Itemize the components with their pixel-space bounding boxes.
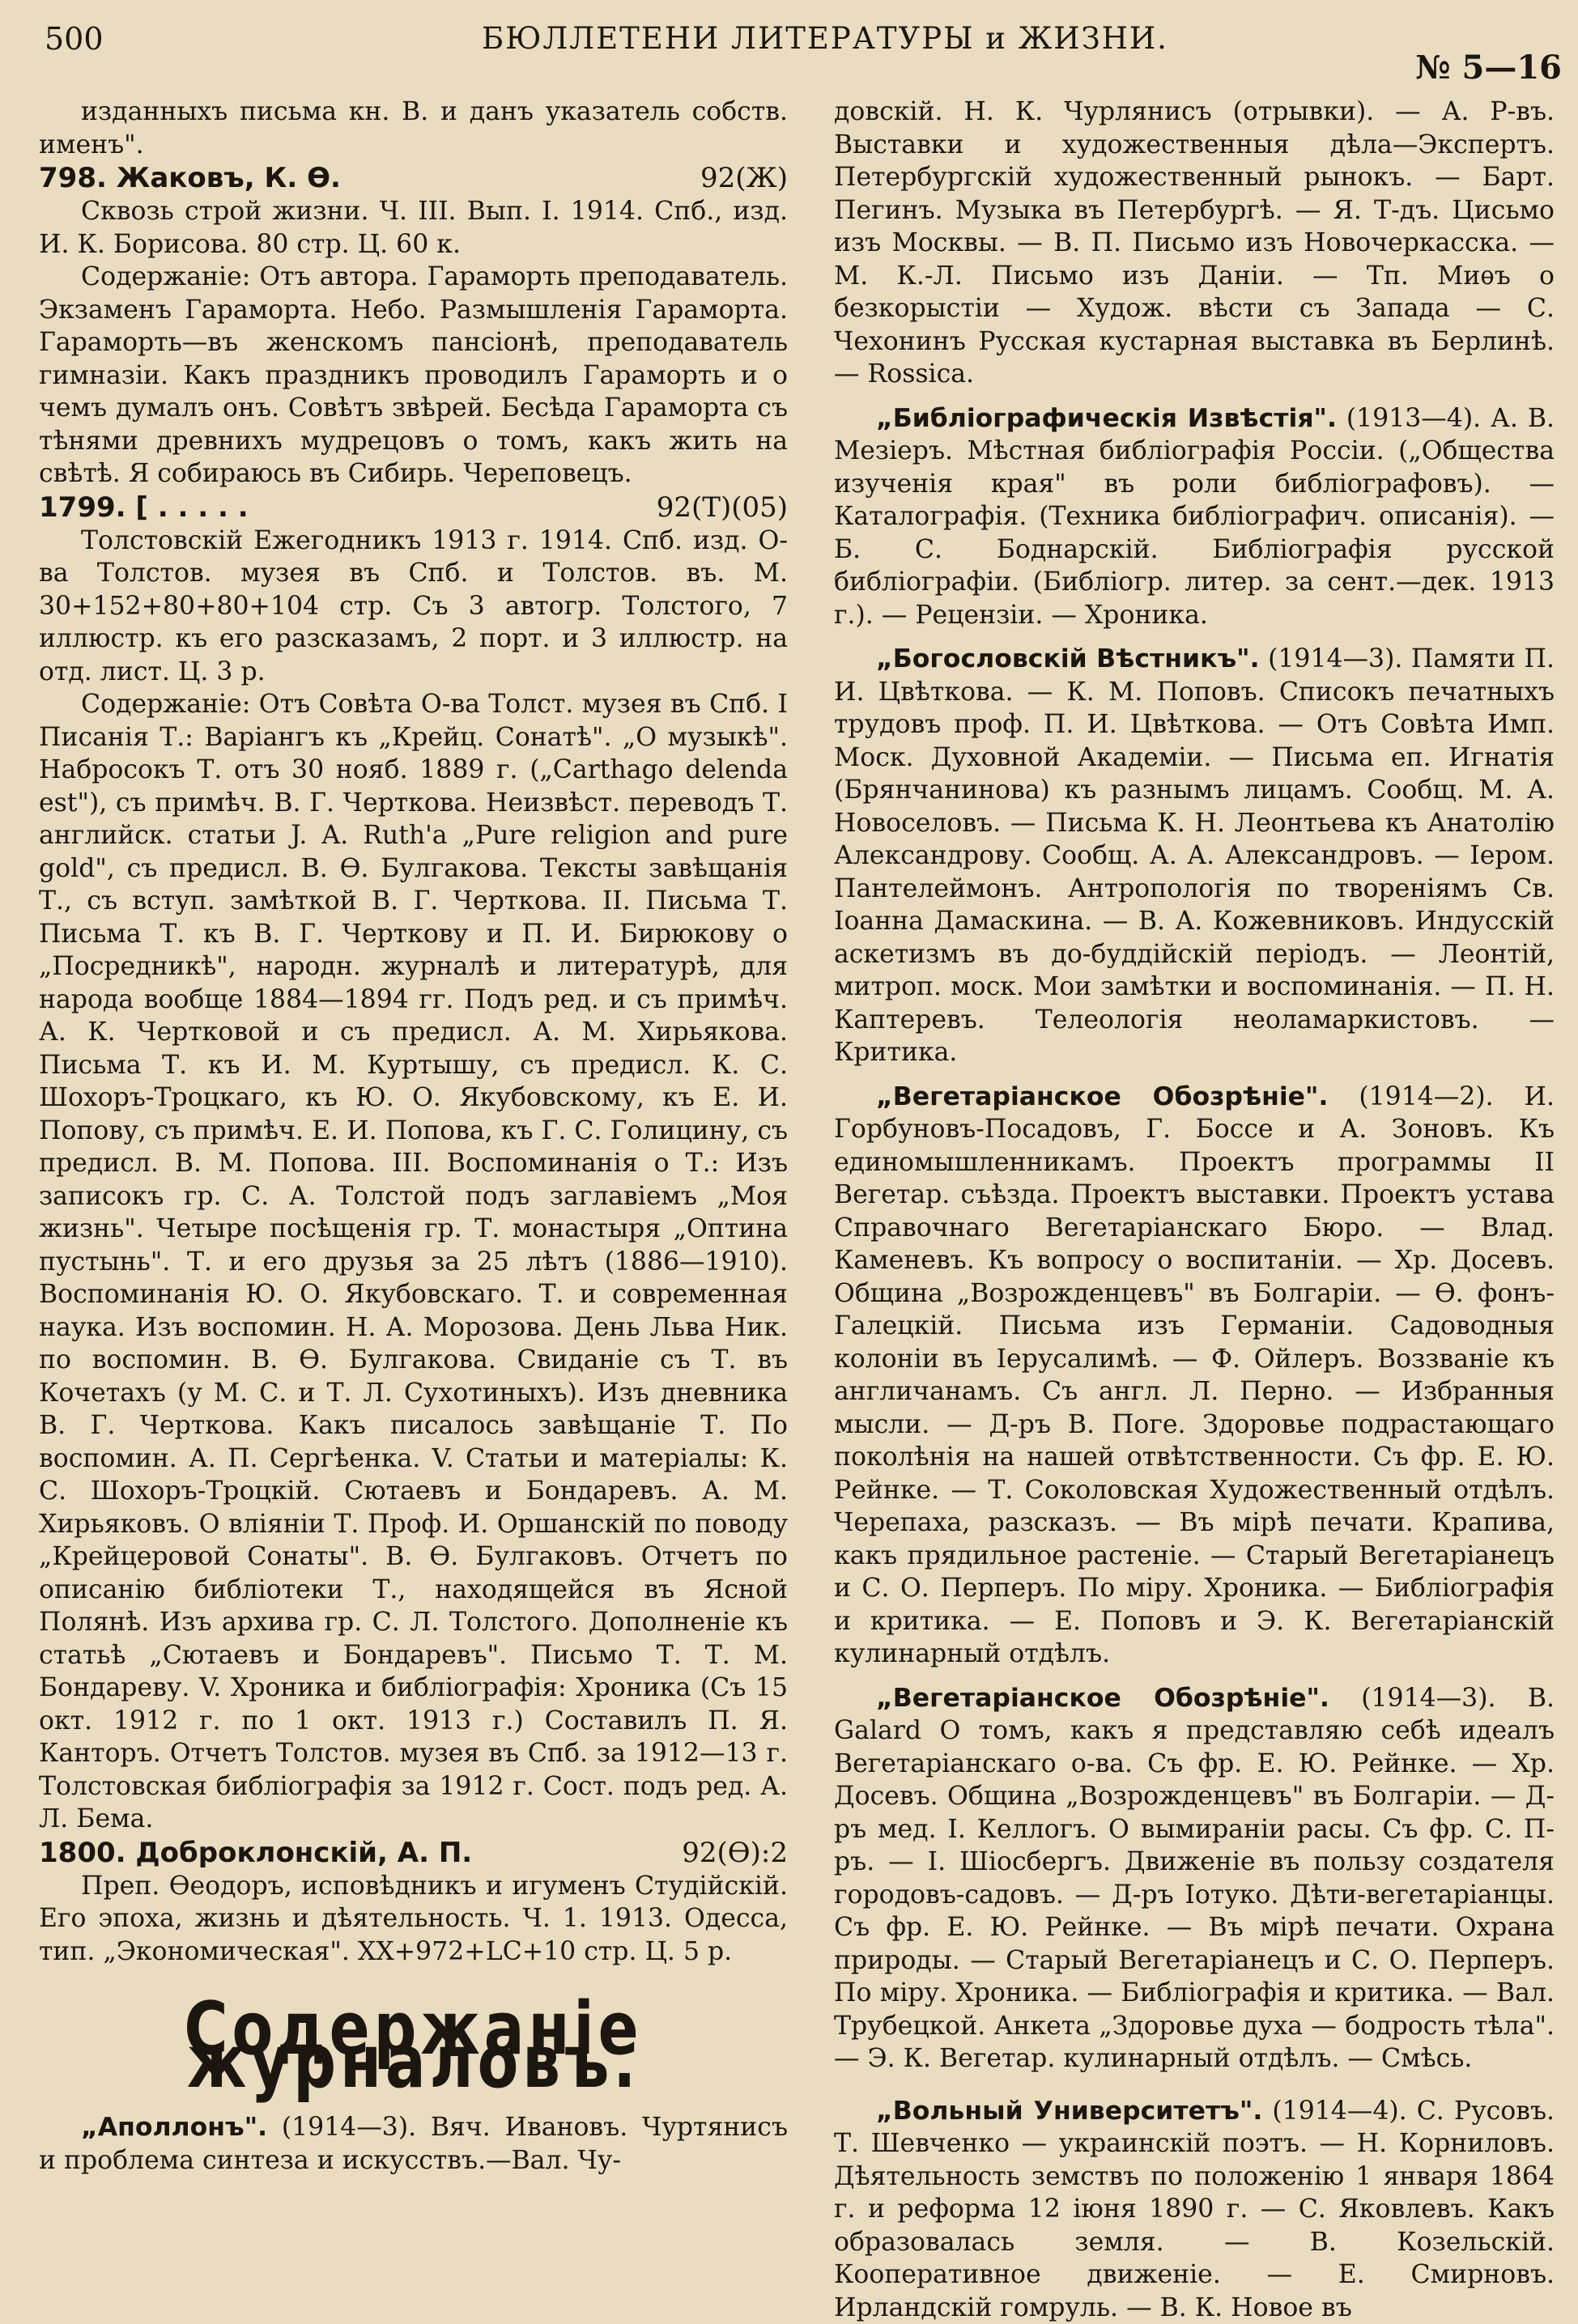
journal-bibliographic-news: [834, 402, 1555, 632]
entry-classification: 92(Ж): [700, 161, 788, 195]
right-column: [834, 96, 1555, 2324]
page-number: 500: [45, 21, 104, 57]
entry-1799-body: Толстовскiй Ежегодникъ 1913 г. 1914. Спб. изд. О-ва Толстов. музея въ Спб. и Толстов. въ. М. 30+152+80+80+104 стр. Съ 3 автогр. Толстого, 7 иллюстр. къ его разсказамъ, 2 порт. и 3 иллюстр. на отд. лист. Ц. 3 р.: [39, 525, 788, 689]
entry-classification: 92(Ѳ):2: [682, 1836, 788, 1870]
journal-vegetarian-review-2: [834, 1081, 1555, 1671]
entry-798-heading: [39, 161, 788, 195]
entry-number: 1799.: [39, 491, 126, 524]
journal-title: „Вегетарiанское Обозрѣнiе".: [876, 1684, 1329, 1713]
journal-contents: (1914—3). В. Galard О томъ, какъ я представляю себѣ идеалъ Вегетарiанскаго о-ва. Съ фр. Е. Ю. Рейнке. — Хр. Досевъ. Община „Возрожденцевъ" въ Болгарiи. — Д-ръ мед. I. Келлогъ. О вымиранiи расы. Съ фр. С. П-ръ. — I. Шiосбергъ. Движенiе въ пользу создателя городовъ-садовъ. — Д-ръ Iотуко. Дѣти-вегетарiанцы. Съ фр. Е. Ю. Рейнке. — Въ мiрѣ печати. Охрана природы. — Старый Вегетарiанецъ и С. О. Перперъ. По мiру. Хроника. — Библiографiя и критика. — Вал. Трубецкой. Анкета „Здоровье духа — бодрость тѣла". — Э. К. Вегетар. кулинарный отдѣлъ. — Смѣсь.: [834, 1684, 1555, 2074]
section-title: Содержанiе журналовъ.: [106, 2013, 721, 2079]
journal-vegetarian-review-3: [834, 1682, 1555, 2075]
journal-contents: (1914—2). И. Горбуновъ-Посадовъ, Г. Боссе и А. Зоновъ. Къ единомышленникамъ. Проектъ программы II Вегетар. съѣзда. Проектъ выставки. Проектъ устава Справочнаго Вегетарiанскаго Бюро. — Влад. Каменевъ. Къ вопросу о воспитанiи. — Хр. Досевъ. Община „Возрожденцевъ" въ Болгарiи. — Ѳ. фонъ-Галецкiй. Письма изъ Германiи. Садоводныя колонiи въ Iерусалимѣ. — Ф. Ойлеръ. Воззванiе къ англичанамъ. Съ англ. Л. Перно. — Избранныя мысли. — Д-ръ В. Поге. Здоровье подрастающаго поколѣнiя на нашей отвѣтственности. Съ фр. Е. Ю. Рейнке. — Т. Соколовская Художественный отдѣлъ. Черепаха, разсказъ. — Въ мiрѣ печати. Крапива, какъ прядильное растенiе. — Старый Вегетарiанецъ и С. О. Перперъ. По мiру. Хроника. — Библiографiя и критика. — Е. Поповъ и Э. К. Вегетарiанскiй кулинарный отдѣлъ.: [834, 1082, 1555, 1669]
entry-author: Жаковъ, К. Ѳ.: [117, 162, 341, 194]
journal-contents: (1913—4). А. В. Мезiеръ. Мѣстная библiографiя Россiи. („Общества изученiя края" въ роли библiографовъ). — Каталографiя. (Техника библiографич. описанiя). — Б. С. Боднарскiй. Библiографiя русской библiографiи. (Библiогр. литер. за сент.—дек. 1913 г.). — Рецензiи. — Хроника.: [834, 404, 1555, 630]
journal-theological-herald: [834, 643, 1555, 1069]
entry-author: Доброклонскiй, А. П.: [135, 1837, 472, 1869]
journal-contents: (1914—4). С. Русовъ. Т. Шевченко — украинскiй поэтъ. — Н. Корниловъ. Дѣятельность земствъ по положенiю 1 января 1864 г. и реформа 12 iюня 1890 г. — С. Яковлевъ. Какъ образовалась земля. — В. Козельскiй. Кооперативное движенiе. — Е. Смирновъ. Ирландскiй гомруль. — В. К. Новое въ: [834, 2097, 1555, 2322]
entry-number: 1800.: [39, 1837, 126, 1869]
entry-number: 798.: [39, 162, 107, 194]
entry-classification: 92(Т)(05): [657, 491, 788, 525]
journal-title: „Вегетарiанское Обозрѣнiе".: [876, 1082, 1328, 1111]
journal-title: „Библiографическiя Извѣстiя".: [876, 404, 1337, 433]
entry-798-body: Сквозь строй жизни. Ч. III. Вып. I. 1914. Спб., изд. И. К. Борисова. 80 стр. Ц. 60 к.: [39, 195, 788, 261]
journal-apollon: [39, 2111, 788, 2177]
journal-contents: (1914—3). Вяч. Ивановъ. Чуртянисъ и проблема синтеза и искусствъ.—Вал. Чу-: [39, 2113, 788, 2175]
issue-number: № 5—16: [1415, 49, 1562, 87]
entry-1799-heading: [39, 491, 788, 525]
page-header: [45, 21, 1562, 70]
entry-author: [ . . . . .: [135, 491, 248, 524]
journal-title: „Аполлонъ".: [81, 2113, 267, 2142]
entry-1800-body: Преп. Ѳеодоръ, исповѣдникъ и игуменъ Студiйскiй. Его эпоха, жизнь и дѣятельность. Ч. 1. 1913. Одесса, тип. „Экономическая". XX+972+LC+10 стр. Ц. 5 р.: [39, 1870, 788, 1969]
journal-title: „Вольный Университетъ".: [876, 2097, 1262, 2126]
entry-798-contents: Содержанiе: Отъ автора. Гараморть преподаватель. Экзаменъ Гараморта. Небо. Размышленiя Гараморта. Гараморть—въ женскомъ пансiонѣ, преподаватель гимназiи. Какъ праздникъ проводилъ Гараморть и о чемъ думалъ онъ. Совѣтъ звѣрей. Бесѣда Гараморта съ тѣнями древнихъ мудрецовъ о томъ, какъ жить на свѣтѣ. Я собираюсь въ Сибирь. Череповецъ.: [39, 261, 788, 491]
left-column: [39, 96, 788, 2177]
entry-1800-heading: [39, 1836, 788, 1870]
journal-title: „Богословскiй Вѣстникъ".: [876, 644, 1260, 673]
entry-continuation: изданныхъ письма кн. В. и данъ указатель собств. именъ".: [39, 96, 788, 161]
running-title: БЮЛЛЕТЕНИ ЛИТЕРАТУРЫ и ЖИЗНИ.: [482, 21, 1168, 56]
journal-free-university: [834, 2095, 1555, 2324]
entry-1799-contents: Содержанiе: Отъ Совѣта О-ва Толст. музея въ Спб. I Писанiя Т.: Варiангъ къ „Крейц. Сонатѣ". „О музыкѣ". Набросокъ Т. отъ 30 нояб. 1889 г. („Carthago delenda est"), съ примѣч. В. Г. Черткова. Неизвѣст. переводъ Т. английск. статьи J. A. Ruth'a „Pure religion and pure gold", съ предисл. В. Ѳ. Булгакова. Тексты завѣщанiя Т., съ вступ. замѣткой В. Г. Черткова. II. Письма Т. Письма Т. къ В. Г. Черткову и П. И. Бирюкову о „Посредникѣ", народн. журналѣ и литературѣ, для народа вообще 1884—1894 гг. Подъ ред. и съ примѣч. А. К. Чертковой и съ предисл. А. М. Хирьякова. Письма Т. къ И. М. Куртышу, съ предисл. К. С. Шохоръ-Троцкаго, къ Ю. О. Якубовскому, къ Е. И. Попову, съ примѣч. Е. И. Попова, къ Г. С. Голицину, съ предисл. В. М. Попова. III. Воспоминанiя о Т.: Изъ записокъ гр. С. А. Толстой подъ заглавiемъ „Моя жизнь". Четыре посѣщенiя гр. Т. монастыря „Оптина пустынь". Т. и его друзья за 25 лѣтъ (1886—1910). Воспоминанiя Ю. О. Якубовскаго. Т. и современная наука. Изъ воспомин. Н. А. Морозова. День Льва Ник. по воспомин. В. Ѳ. Булгакова. Свиданiе съ Т. въ Кочетахъ (у М. С. и Т. Л. Сухотиныхъ). Изъ дневника В. Г. Черткова. Какъ писалось завѣщанiе Т. По воспомин. А. П. Сергѣенка. V. Статьи и матерiалы: К. С. Шохоръ-Троцкiй. Сютаевъ и Бондаревъ. А. М. Хирьяковъ. О влiянiи Т. Проф. И. Оршанскiй по поводу „Крейцеровой Сонаты". В. Ѳ. Булгаковъ. Отчетъ по описанiю библiотеки Т., находящейся въ Ясной Полянѣ. Изъ архива гр. С. Л. Толстого. Дополненiе къ статьѣ „Сютаевъ и Бондаревъ". Письмо Т. Т. М. Бондареву. V. Хроника и библiографiя: Хроника (Съ 15 окт. 1912 г. по 1 окт. 1913 г.) Составилъ П. Я. Канторъ. Отчетъ Толстов. музея въ Спб. за 1912—13 г. Толстовская библiографiя за 1912 г. Сост. подъ ред. А. Л. Бема.: [39, 688, 788, 1836]
journal-contents: (1914—3). Памяти П. И. Цвѣткова. — К. М. Поповъ. Списокъ печатныхъ трудовъ проф. П. И. Цвѣткова. — Отъ Совѣта Имп. Моск. Духовной Академiи. — Письма еп. Игнатiя (Брянчанинова) къ разнымъ лицамъ. Сообщ. М. А. Новоселовъ. — Письма К. Н. Леонтьева къ Анатолiю Александрову. Сообщ. А. А. Александровъ. — Iером. Пантелеймонъ. Антропологiя по творенiямъ Св. Iоанна Дамаскина. — В. А. Кожевниковъ. Индусскiй аскетизмъ въ до-буддiйскiй перiодъ. — Леонтiй, митроп. моск. Мои замѣтки и воспоминанiя. — П. Н. Каптеревъ. Телеологiя неоламаркистовъ. — Критика.: [834, 644, 1555, 1067]
journal-continuation: довскiй. Н. К. Чурлянисъ (отрывки). — А. Р-въ. Выставки и художественныя дѣла—Экспертъ. Петербургскiй художественный рынокъ. — Барт. Пегинъ. Музыка въ Петербургѣ. — Я. Т-дъ. Цисьмо изъ Москвы. — В. П. Письмо изъ Новочеркасска. — М. К.-Л. Письмо изъ Данiи. — Тп. Миѳъ о безкорыстiи — Худож. вѣсти съ Запада — С. Чехонинъ Русская кустарная выставка въ Берлинѣ. — Rossica.: [834, 96, 1555, 391]
